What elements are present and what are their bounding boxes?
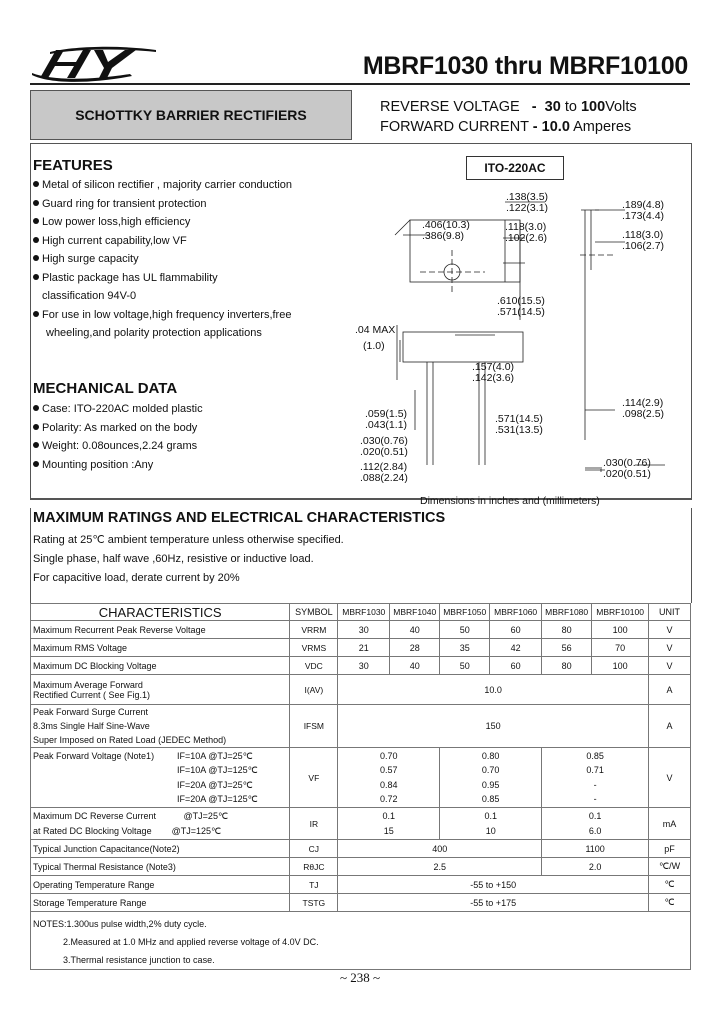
list-item: Guard ring for transient protection bbox=[33, 195, 292, 214]
table-head-cell: MBRF1080 bbox=[542, 604, 592, 621]
table-head-cell: MBRF1050 bbox=[440, 604, 490, 621]
company-logo bbox=[30, 44, 162, 84]
list-item: Polarity: As marked on the body bbox=[33, 419, 203, 438]
dim-label: .020(0.51) bbox=[603, 468, 651, 480]
rating-summary: REVERSE VOLTAGE - 30 to 100Volts FORWARD CURRENT - 10.0 Amperes bbox=[380, 99, 637, 135]
characteristics-table bbox=[30, 603, 691, 970]
dim-label: .030(0.76) bbox=[603, 457, 651, 469]
page-number: ~ 238 ~ bbox=[339, 970, 381, 985]
dim-label: .571(14.5) bbox=[495, 413, 543, 425]
dim-label: .098(2.5) bbox=[622, 408, 665, 420]
package-name: ITO-220AC bbox=[466, 156, 564, 180]
table-head-cell: UNIT bbox=[649, 604, 691, 621]
table-row: Peak Forward Surge Current 8.3ms Single Half Sine-Wave Super Imposed on Rated Load (JEDEC Method) IFSM 150 A bbox=[31, 705, 691, 748]
section-label: SCHOTTKY BARRIER RECTIFIERS bbox=[30, 90, 352, 140]
dim-label: .610(15.5) bbox=[497, 295, 545, 307]
dim-label: .531(13.5) bbox=[495, 424, 543, 436]
dim-label: .102(2.6) bbox=[505, 232, 548, 244]
dim-label: .114(2.9) bbox=[622, 397, 664, 409]
dim-label: .138(3.5) bbox=[506, 191, 549, 203]
dim-label: .157(4.0) bbox=[472, 361, 515, 373]
table-row: Maximum DC Blocking Voltage VDC 30 40 50 60 80 100 V bbox=[31, 657, 691, 675]
table-row: Storage Temperature Range TSTG -55 to +175 ℃ bbox=[31, 894, 691, 912]
dim-label: .173(4.4) bbox=[622, 210, 665, 222]
list-item: Plastic package has UL flammability bbox=[33, 269, 292, 288]
ratings-title: MAXIMUM RATINGS AND ELECTRICAL CHARACTERISTICS bbox=[33, 510, 446, 526]
page-title: MBRF1030 thru MBRF10100 bbox=[362, 52, 688, 80]
table-row: Maximum RMS Voltage VRMS 21 28 35 42 56 70 V bbox=[31, 639, 691, 657]
list-item: For use in low voltage,high frequency inverters,free bbox=[33, 306, 292, 325]
table-head-cell: SYMBOL bbox=[290, 604, 338, 621]
list-item: Weight: 0.08ounces,2.24 grams bbox=[33, 437, 203, 456]
dimension-caption: Dimensions in inches and (millimeters) bbox=[420, 495, 600, 507]
dim-label: .088(2.24) bbox=[360, 472, 408, 484]
table-head-cell: MBRF1040 bbox=[390, 604, 440, 621]
header-rule bbox=[30, 83, 690, 85]
dim-label: .106(2.7) bbox=[622, 240, 665, 252]
dim-label: .122(3.1) bbox=[506, 202, 549, 214]
table-row: Maximum Average Forward Rectified Current ( See Fig.1) I(AV) 10.0 A bbox=[31, 675, 691, 705]
list-item: Mounting position :Any bbox=[33, 456, 203, 475]
dim-label: .059(1.5) bbox=[365, 408, 408, 420]
dim-label: .112(2.84) bbox=[360, 461, 408, 473]
mechanical-title: MECHANICAL DATA bbox=[33, 380, 178, 397]
table-header bbox=[31, 604, 691, 621]
table-head-cell: CHARACTERISTICS bbox=[31, 604, 290, 621]
list-item: Low power loss,high efficiency bbox=[33, 213, 292, 232]
dim-label: .386(9.8) bbox=[422, 230, 465, 242]
table-row: Maximum DC Reverse Current @TJ=25℃ at Rated DC Blocking Voltage @TJ=125℃ IR 0.1 15 0.1 10 0.1 6.0 mA bbox=[31, 808, 691, 840]
dim-label: .030(0.76) bbox=[360, 435, 408, 447]
table-head-cell: MBRF1060 bbox=[490, 604, 542, 621]
table-row: Peak Forward Voltage (Note1) IF=10A @TJ=25℃ IF=10A @TJ=125℃ IF=20A @TJ=25℃ IF=20A @TJ=125℃ VF 0.70 0.57 0.84 0.72 0.80 0.70 0.95 0.85 0.85 0.71 - - V bbox=[31, 748, 691, 808]
dim-label: .04 MAX bbox=[355, 324, 396, 336]
dim-label: .043(1.1) bbox=[365, 419, 408, 431]
dim-label: .571(14.5) bbox=[497, 306, 545, 318]
list-item: classification 94V-0 bbox=[42, 290, 137, 302]
list-item: High surge capacity bbox=[33, 250, 292, 269]
dim-label: .406(10.3) bbox=[422, 219, 470, 231]
table-row: Operating Temperature Range TJ -55 to +150 ℃ bbox=[31, 876, 691, 894]
note: NOTES:1.300us pulse width,2% duty cycle. bbox=[33, 919, 207, 929]
table-head-cell: MBRF1030 bbox=[338, 604, 390, 621]
table-head-cell: MBRF10100 bbox=[592, 604, 649, 621]
dim-label: (1.0) bbox=[363, 340, 385, 352]
notes-row bbox=[31, 912, 691, 970]
features-title: FEATURES bbox=[33, 157, 113, 174]
dim-label: .118(3.0) bbox=[622, 229, 664, 241]
dim-label: .020(0.51) bbox=[360, 446, 408, 458]
note: 3.Thermal resistance junction to case. bbox=[63, 955, 215, 965]
table-row: Typical Junction Capacitance(Note2) CJ 400 1100 pF bbox=[31, 840, 691, 858]
dim-label: .118(3.0) bbox=[505, 221, 547, 233]
table-row: Maximum Recurrent Peak Reverse Voltage VRRM 30 40 50 60 80 100 V bbox=[31, 621, 691, 639]
features-list bbox=[33, 176, 292, 343]
table-row: Typical Thermal Resistance (Note3) RθJC 2.5 2.0 ℃/W bbox=[31, 858, 691, 876]
list-item: Metal of silicon rectifier , majority carrier conduction bbox=[33, 176, 292, 195]
list-item: wheeling,and polarity protection applications bbox=[46, 327, 262, 339]
note: 2.Measured at 1.0 MHz and applied reverse voltage of 4.0V DC. bbox=[63, 937, 319, 947]
dim-label: .189(4.8) bbox=[622, 199, 665, 211]
list-item: Case: ITO-220AC molded plastic bbox=[33, 400, 203, 419]
mechanical-list bbox=[33, 400, 203, 474]
dim-label: .142(3.6) bbox=[472, 372, 515, 384]
list-item: High current capability,low VF bbox=[33, 232, 292, 251]
ratings-text: Rating at 25℃ ambient temperature unless otherwise specified. Single phase, half wave ,60Hz, resistive or inductive load. For capacitive load, derate current by 20% bbox=[33, 534, 344, 584]
